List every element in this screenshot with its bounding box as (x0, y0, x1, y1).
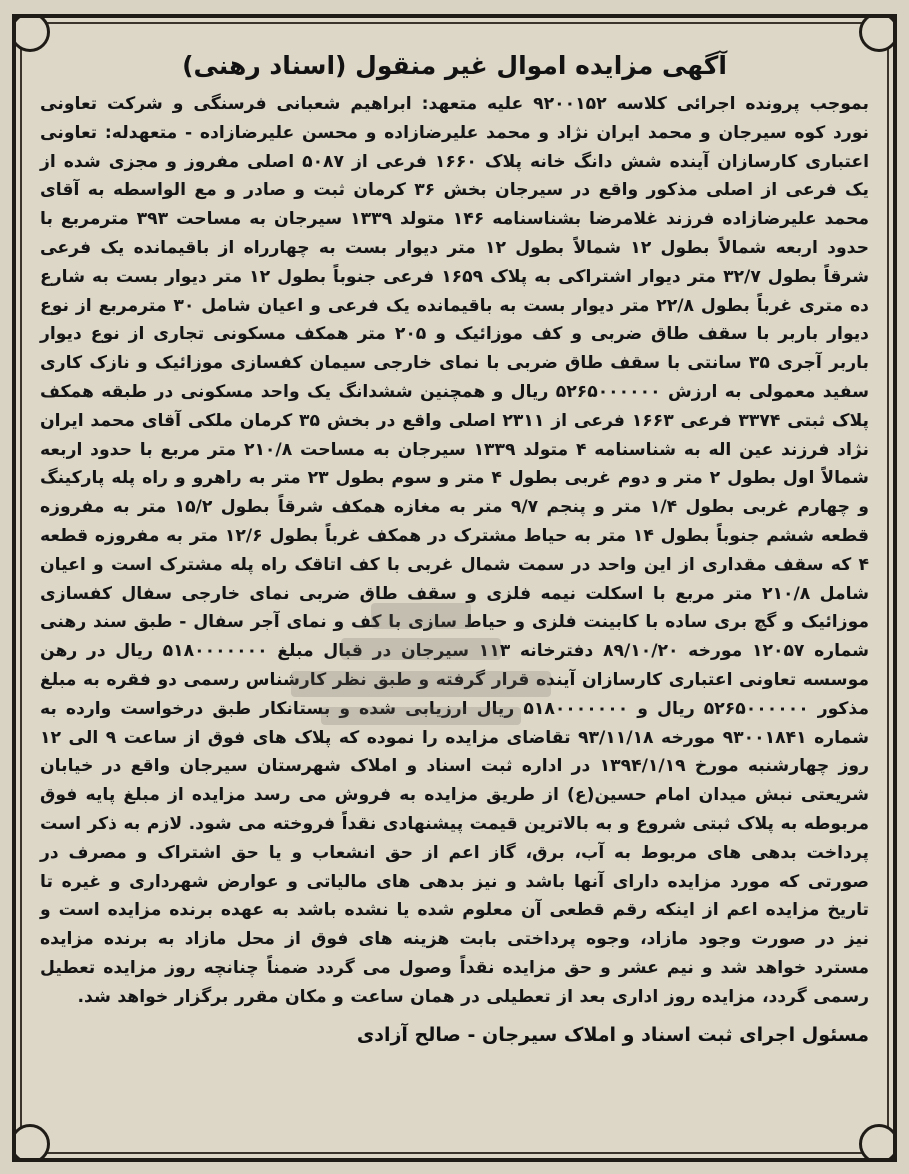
notice-title: آگهی مزایده اموال غیر منقول (اسناد رهنی) (182, 51, 727, 80)
notice-body: بموجب پرونده اجرائی کلاسه ۹۲۰۰۱۵۲ علیه متعهد: ابراهیم شعبانی فرسنگی و شرکت تعاونی نورد کوه سیرجان و محمد ایران نژاد و محمد علیرضازاده و محسن علیرضازاده - متعهدله: تعاونی اعتباری کارسازان آینده شش دانگ خانه پلاک ۱۶۶۰ فرعی از ۵۰۸۷ اصلی مفروز و مجزی شده از یک فرعی از اصلی مذکور واقع در سیرجان بخش ۳۶ کرمان ثبت و صادر و مع الواسطه به آقای محمد علیرضازاده فرزند غلامرضا بشناسنامه ۱۴۶ متولد ۱۳۳۹ سیرجان به مساحت ۳۹۳ مترمربع با حدود اربعه شمالاً بطول ۱۲ شمالاً بطول ۱۲ متر دیوار بست به چهارراه از باقیمانده یک فرعی شرقاً بطول ۳۲/۷ متر دیوار اشتراکی به پلاک ۱۶۵۹ فرعی جنوباً بطول ۱۲ متر دیوار بست به شارع ده متری غرباً بطول ۲۲/۸ متر دیوار بست به باقیمانده یک فرعی و اعیان شامل ۳۰ مترمربع از نوع دیوار باربر با سقف طاق ضربی و کف موزائیک و ۲۰۵ متر همکف مسکونی تجاری از نوع دیوار باربر آجری ۳۵ سانتی با سقف طاق ضربی با نمای خارجی سیمان کفسازی موزائیک و نازک کاری سفید معمولی به ارزش ۵۲۶۵۰۰۰۰۰۰ ریال و همچنین ششدانگ یک واحد مسکونی در طبقه همکف پلاک ثبتی ۳۳۷۴ فرعی ۱۶۶۳ فرعی از ۲۳۱۱ اصلی واقع در بخش ۳۵ کرمان ملکی آقای محمد ایران نژاد فرزند عین اله به شناسنامه ۴ متولد ۱۳۳۹ سیرجان به مساحت ۲۱۰/۸ متر مربع با حدود اربعه شمالاً اول بطول ۲ متر و دوم غربی بطول ۴ متر و سوم بطول ۲۳ متر به راهرو و راه پله پارکینگ و چهارم غربی بطول ۱/۴ متر و پنجم ۹/۷ متر به مغازه همکف شرقاً بطول ۱۵/۲ متر به مفروزه قطعه ششم جنوباً بطول ۱۴ متر به حیاط مشترک در همکف غرباً بطول ۱۲/۶ متر به مفروزه قطعه ۴ که سقف مقداری از این واحد در سمت شمال غربی با کف اتاقک راه پله مشترک است و اعیان شامل ۲۱۰/۸ متر مربع با اسکلت نیمه فلزی و سقف طاق ضربی نمای خارجی سفال کفسازی موزائیک و گچ بری ساده با کابینت فلزی و حیاط سازی با کف و نمای آجر سفال - طبق سند رهنی شماره ۱۲۰۵۷ مورخه ۸۹/۱۰/۲۰ دفترخانه ۱۱۳ سیرجان در قبال مبلغ ۵۱۸۰۰۰۰۰۰۰ ریال در رهن موسسه تعاونی اعتباری کارسازان آینده قرار گرفته و طبق نظر کارشناس رسمی دو فقره به مبلغ مذکور ۵۲۶۵۰۰۰۰۰۰ ریال و ۵۱۸۰۰۰۰۰۰۰ ریال ارزیابی شده و بستانکار طبق درخواست وارده به شماره ۹۳۰۰۱۸۴۱ مورخه ۹۳/۱۱/۱۸ تقاضای مزایده را نموده که پلاک های فوق از ساعت ۹ الی ۱۲ روز چهارشنبه مورخ ۱۳۹۴/۱/۱۹ در اداره ثبت اسناد و املاک شهرستان سیرجان واقع در خیابان شریعتی نبش میدان امام حسین(ع) از طریق مزایده به فروش می رسد مزایده از مبلغ پایه فوق مربوطه به پلاک ثبتی شروع و به بالاترین قیمت پیشنهادی نقداً فروخته می شود. لازم به ذکر است پرداخت بدهی های مربوط به آب، برق، گاز اعم از حق انشعاب و یا حق اشتراک و مصرف در صورتی که مورد مزایده دارای آنها باشد و نیز بدهی های مالیاتی و عوارض شهرداری و غیره تا تاریخ مزایده اعم از اینکه رقم قطعی آن معلوم شده یا نشده باشد به عهده برنده مزایده است و نیز در صورت وجود مازاد، وجوه پرداختی بابت هزینه های فوق از محل مازاد به برنده مزایده مسترد خواهد شد و نیم عشر و حق مزایده نقداً وصول می گردد ضمناً چنانچه روز مزایده تعطیل رسمی گردد، مزایده روز اداری بعد از تعطیلی در همان ساعت و مکان مقرر برگزار خواهد شد. (40, 94, 870, 1007)
corner-ornament-top-right (859, 14, 897, 52)
corner-ornament-bottom-right (859, 1124, 897, 1162)
notice-frame (12, 14, 897, 1162)
notice-signature: مسئول اجرای ثبت اسناد و املاک سیرجان - صالح آزادی (356, 1023, 869, 1046)
corner-ornament-top-left (12, 14, 50, 52)
corner-ornament-bottom-left (12, 1124, 50, 1162)
